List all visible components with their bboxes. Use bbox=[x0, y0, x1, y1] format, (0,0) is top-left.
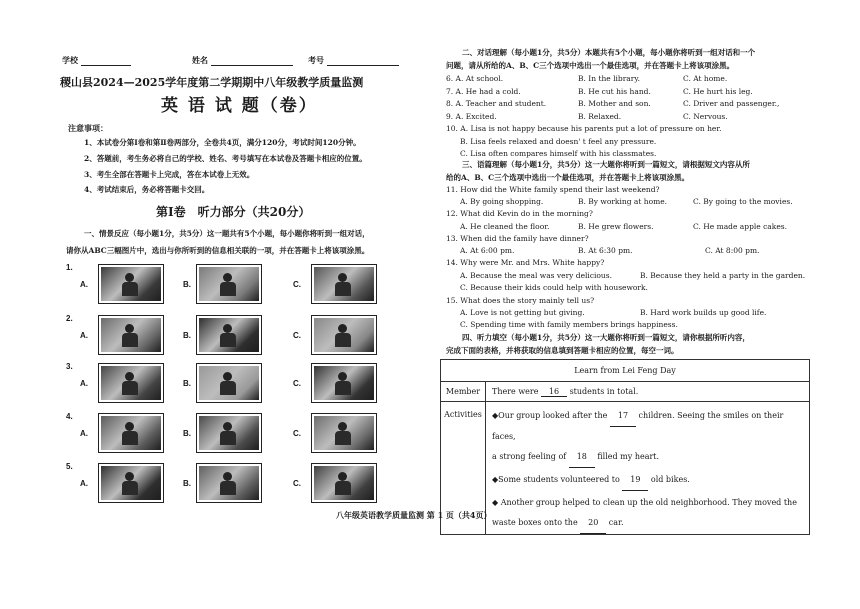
picture-option-3-a bbox=[98, 363, 164, 403]
exam-no-underline bbox=[327, 65, 399, 66]
member-cell bbox=[486, 382, 810, 402]
q7-option-a: 7. A. He had a cold. bbox=[446, 87, 521, 96]
member-label: Member bbox=[441, 382, 486, 402]
option-letter-5-c: C. bbox=[293, 479, 301, 488]
picture-option-3-b bbox=[196, 363, 262, 403]
act5-post: car. bbox=[608, 518, 624, 527]
part1-title: 第Ⅰ卷 听力部分（共20分） bbox=[156, 205, 311, 219]
picture-option-1-b bbox=[196, 264, 262, 304]
option-letter-4-a: A. bbox=[80, 429, 88, 438]
option-letter-1-c: C. bbox=[293, 280, 301, 289]
name-label: 姓名 bbox=[192, 55, 208, 65]
q15-question: 15. What does the story mainly tell us? bbox=[446, 296, 595, 305]
picture-option-1-c bbox=[311, 264, 377, 304]
question-number-5: 5. bbox=[66, 462, 73, 471]
question-number-1: 1. bbox=[66, 263, 73, 272]
act1-pre: ◆Our group looked after the bbox=[492, 411, 608, 420]
section4-intro-1: 四、听力填空（每小题1分，共5分）这一大题你将听到一篇短文，请你根据所听内容， bbox=[462, 333, 750, 342]
question-number-2: 2. bbox=[66, 314, 73, 323]
q12-option-a: A. He cleaned the floor. bbox=[460, 222, 550, 231]
option-letter-3-a: A. bbox=[80, 379, 88, 388]
exam-no-field bbox=[308, 55, 399, 66]
q9-option-c: C. Nervous. bbox=[683, 112, 728, 121]
q11-question: 11. How did the White family spend their last weekend? bbox=[446, 185, 660, 194]
act5-pre: waste boxes onto the bbox=[492, 518, 578, 527]
option-letter-4-c: C. bbox=[293, 429, 301, 438]
activities-cell bbox=[486, 402, 810, 535]
page-footer: 八年级英语教学质量监测 第 1 页（共4页） bbox=[336, 510, 492, 520]
picture-option-3-c bbox=[311, 363, 377, 403]
q11-option-a: A. By going shopping. bbox=[460, 197, 544, 206]
activities-label: Activities bbox=[441, 402, 486, 535]
q7-option-c: C. He hurt his leg. bbox=[683, 87, 753, 96]
q14-option-a: A. Because the meal was very delicious. bbox=[460, 271, 612, 280]
option-letter-4-b: B. bbox=[183, 429, 191, 438]
blank-19: 19 bbox=[622, 470, 648, 491]
section1-intro-2: 请你从ABC三幅图片中，选出与你所听到的信息相关联的一项，并在答题卡上将该项涂黑。 bbox=[66, 246, 370, 255]
option-letter-3-c: C. bbox=[293, 379, 301, 388]
section3-intro-1: 三、语篇理解（每小题1分，共5分）这一大题你将听到一篇短文，请根据短文内容从所 bbox=[462, 160, 750, 169]
option-letter-1-b: B. bbox=[183, 280, 191, 289]
act3-post: old bikes. bbox=[650, 475, 690, 484]
q15-option-c: C. Spending time with family members brings happiness. bbox=[460, 320, 678, 329]
picture-option-1-a bbox=[98, 264, 164, 304]
q13-option-b: B. At 6:30 pm. bbox=[578, 246, 633, 255]
name-field bbox=[192, 55, 293, 66]
picture-option-4-b bbox=[196, 413, 262, 453]
option-letter-5-a: A. bbox=[80, 479, 88, 488]
picture-option-2-a bbox=[98, 315, 164, 355]
question-number-3: 3. bbox=[66, 362, 73, 371]
section3-intro-2: 给的A、B、C三个选项中选出一个最佳选项，并在答题卡上将该项涂黑。 bbox=[446, 173, 690, 182]
school-label: 学校 bbox=[62, 55, 78, 65]
school-field bbox=[62, 55, 131, 66]
q10-option-a: 10. A. Lisa is not happy because his parents put a lot of pressure on her. bbox=[446, 124, 722, 133]
note-item-3: 3、考生全部在答题卡上完成，答在本试卷上无效。 bbox=[84, 170, 255, 179]
note-item-4: 4、考试结束后，务必将答题卡交回。 bbox=[84, 185, 210, 194]
q9-option-a: 9. A. Excited. bbox=[446, 112, 497, 121]
act2-post: filled my heart. bbox=[597, 452, 660, 461]
q6-option-c: C. At home. bbox=[683, 74, 728, 83]
picture-option-5-c bbox=[311, 463, 377, 503]
q13-option-a: A. At 6:00 pm. bbox=[460, 246, 515, 255]
picture-option-5-b bbox=[196, 463, 262, 503]
q11-option-b: B. By working at home. bbox=[578, 197, 668, 206]
q12-question: 12. What did Kevin do in the morning? bbox=[446, 209, 593, 218]
option-letter-5-b: B. bbox=[183, 479, 191, 488]
q8-option-a: 8. A. Teacher and student. bbox=[446, 99, 547, 108]
q11-option-c: C. By going to the movies. bbox=[693, 197, 793, 206]
activity-line-2 bbox=[492, 447, 803, 468]
school-underline bbox=[81, 65, 131, 66]
q8-option-c: C. Driver and passenger., bbox=[683, 99, 780, 108]
option-letter-3-b: B. bbox=[183, 379, 191, 388]
q8-option-b: B. Mother and son. bbox=[578, 99, 651, 108]
q14-option-b: B. Because they held a party in the garden. bbox=[640, 271, 806, 280]
option-letter-2-b: B. bbox=[183, 331, 191, 340]
section4-intro-2: 完成下面的表格，并将获取的信息填到答题卡相应的位置，每空一词。 bbox=[446, 346, 679, 355]
section2-intro-2: 问题，请从所给的A、B、C三个选项中选出一个最佳选项，并在答题卡上将该项涂黑。 bbox=[446, 61, 735, 70]
option-letter-1-a: A. bbox=[80, 280, 88, 289]
blank-18: 18 bbox=[569, 447, 595, 468]
exam-no-label: 考号 bbox=[308, 55, 324, 65]
exam-title: 稷山县2024—2025学年度第二学期期中八年级教学质量监测 bbox=[60, 76, 364, 89]
q12-option-c: C. He made apple cakes. bbox=[693, 222, 787, 231]
info-table bbox=[440, 359, 810, 535]
blank-16: 16 bbox=[541, 387, 567, 397]
picture-option-4-a bbox=[98, 413, 164, 453]
picture-option-4-c bbox=[311, 413, 377, 453]
q15-option-b: B. Hard work builds up good life. bbox=[640, 308, 767, 317]
q13-question: 13. When did the family have dinner? bbox=[446, 234, 589, 243]
q9-option-b: B. Relaxed. bbox=[578, 112, 622, 121]
member-pre: There were bbox=[492, 386, 539, 396]
q13-option-c: C. At 8:00 pm. bbox=[705, 246, 760, 255]
act2-pre: a strong feeling of bbox=[492, 452, 567, 461]
notes-title: 注意事项： bbox=[68, 123, 108, 133]
subject-title: 英 语 试 题（卷） bbox=[161, 96, 318, 116]
picture-option-2-c bbox=[311, 315, 377, 355]
question-number-4: 4. bbox=[66, 412, 73, 421]
q14-option-c: C. Because their kids could help with housework. bbox=[460, 283, 648, 292]
q10-option-c: C. Lisa often compares himself with his classmates. bbox=[460, 149, 657, 158]
blank-17: 17 bbox=[610, 406, 636, 427]
activity-line-5 bbox=[492, 513, 803, 534]
name-underline bbox=[211, 65, 293, 66]
blank-20: 20 bbox=[580, 513, 606, 534]
q14-question: 14. Why were Mr. and Mrs. White happy? bbox=[446, 258, 605, 267]
q6-option-a: 6. A. At school. bbox=[446, 74, 504, 83]
q12-option-b: B. He grew flowers. bbox=[578, 222, 654, 231]
act3-pre: ◆Some students volunteered to bbox=[492, 475, 620, 484]
q7-option-b: B. He cut his hand. bbox=[578, 87, 651, 96]
q10-option-b: B. Lisa feels relaxed and doesn' t feel any pressure. bbox=[460, 137, 657, 146]
activity-line-4: ◆ Another group helped to clean up the old neighborhood. They moved the bbox=[492, 498, 797, 507]
picture-option-2-b bbox=[196, 315, 262, 355]
q15-option-a: A. Love is not getting but giving. bbox=[460, 308, 585, 317]
act1-post: children. Seeing the smiles on their faces, bbox=[492, 411, 784, 441]
option-letter-2-c: C. bbox=[293, 331, 301, 340]
q6-option-b: B. In the library. bbox=[578, 74, 640, 83]
section2-intro-1: 二、对话理解（每小题1分，共5分）本题共有5个小题，每小题你将听到一组对话和一个 bbox=[462, 48, 756, 57]
member-post: students in total. bbox=[569, 386, 639, 396]
activity-line-1 bbox=[492, 406, 803, 447]
note-item-2: 2、答题前，考生务必将自己的学校、姓名、考号填写在本试卷及答题卡相应的位置。 bbox=[84, 154, 367, 163]
picture-option-5-a bbox=[98, 463, 164, 503]
activity-line-3 bbox=[492, 470, 803, 491]
section1-intro-1: 一、情景反应（每小题1分，共5分）这一题共有5个小题，每小题你将听到一组对话， bbox=[84, 229, 370, 238]
table-title: Learn from Lei Feng Day bbox=[441, 360, 810, 382]
note-item-1: 1、本试卷分第Ⅰ卷和第Ⅱ卷两部分，全卷共4页，满分120分，考试时间120分钟。 bbox=[84, 138, 361, 147]
option-letter-2-a: A. bbox=[80, 331, 88, 340]
